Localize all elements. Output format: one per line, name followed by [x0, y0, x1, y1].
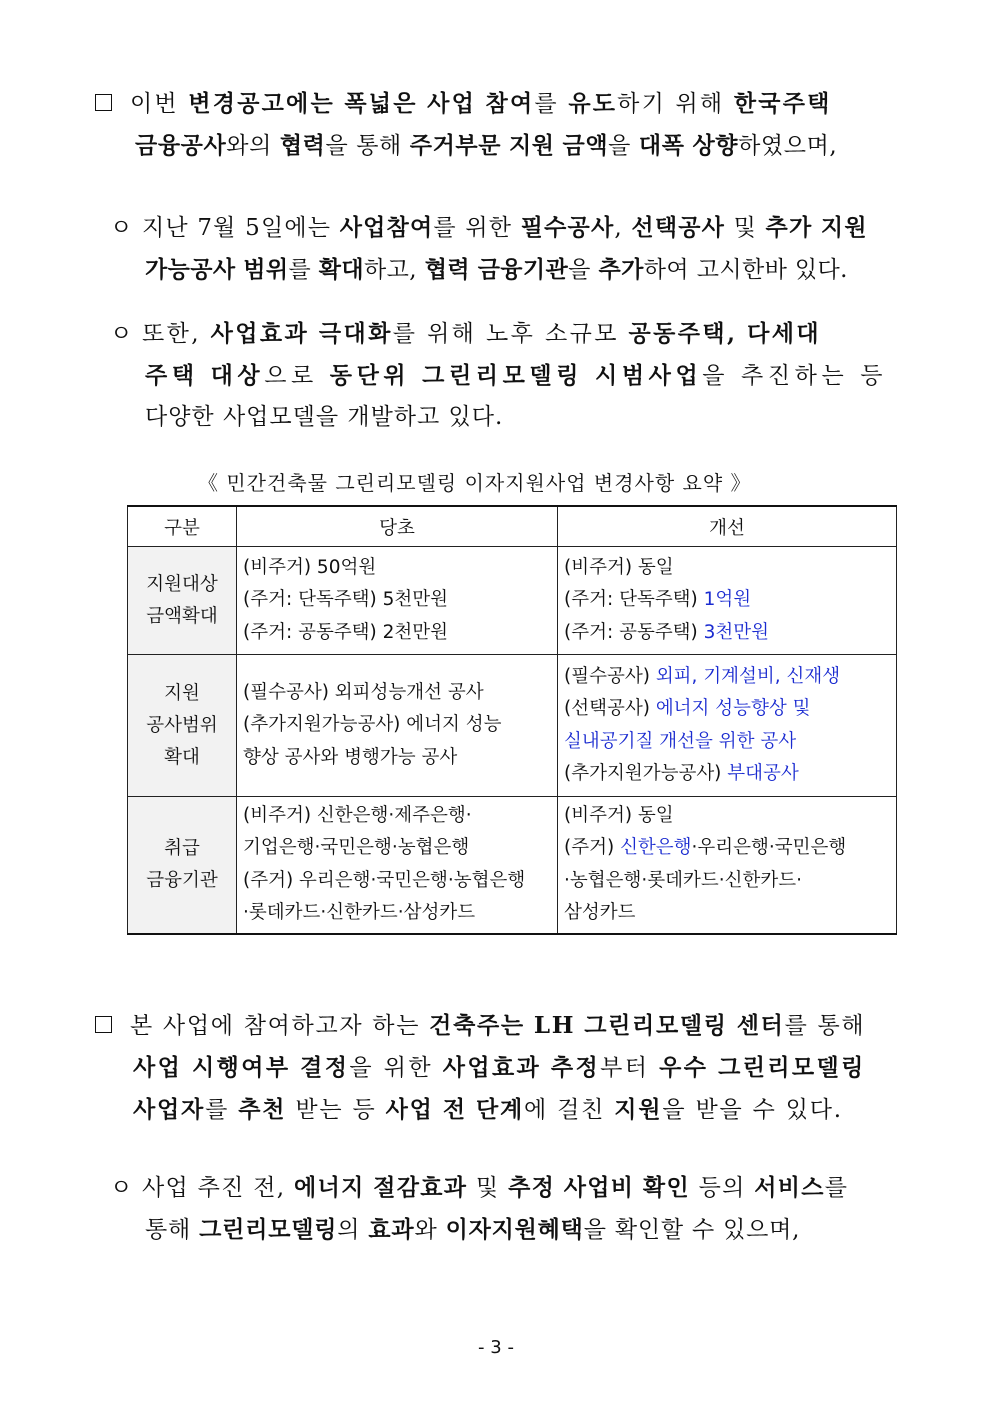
bold-text: 건축주는	[429, 1012, 525, 1039]
paragraph-4	[95, 1005, 905, 1131]
cell-line: (비주거) 신한은행·제주은행·	[243, 804, 472, 826]
cell-line	[564, 726, 890, 759]
table-row	[128, 655, 897, 797]
rich-text: 사업 시행여부 결정을 위한 사업효과 추정부터 우수 그린리모델링	[133, 1054, 866, 1081]
paragraph-1	[95, 83, 905, 167]
bold-text: 그린리모델링	[422, 362, 584, 389]
bold-text: 극대화	[318, 320, 393, 347]
bold-text: 절감효과	[373, 1174, 468, 1201]
category-line: 금융기관	[146, 869, 218, 891]
cell-line: (필수공사) 외피성능개선 공사	[243, 681, 484, 703]
bold-text: 유도	[568, 90, 618, 117]
circle-bullet-icon: ㅇ	[110, 321, 135, 347]
bold-text: 공동주택,	[628, 320, 738, 347]
rich-text: 지난 7월 5일에는 사업참여를 위한 필수공사, 선택공사 및 추가 지원	[142, 214, 868, 241]
cell-line: ·농협은행·롯데카드·신한카드·	[564, 869, 802, 891]
paragraph-3	[110, 313, 900, 438]
bold-text: 에너지	[294, 1174, 365, 1201]
rich-text: 이번 변경공고에는 폭넓은 사업 참여를 유도하기 위해 한국주택	[130, 90, 832, 117]
bold-text: 사업자	[133, 1096, 206, 1123]
paragraph-line	[95, 125, 905, 167]
bold-text: 가능공사	[145, 256, 236, 283]
cell-line: (비주거) 동일	[564, 556, 674, 578]
rich-text: 통해 그린리모델링의 효과와 이자지원혜택을 확인할 수 있으며,	[145, 1216, 801, 1243]
bold-text: 이자지원혜택	[445, 1216, 584, 1243]
bold-text: 한국주택	[733, 90, 832, 117]
cell-line: 삼성카드	[564, 902, 636, 924]
row-category	[128, 797, 237, 934]
bold-text: 서비스	[754, 1174, 825, 1201]
bold-text: 그린리모델링	[718, 1054, 866, 1081]
rich-text: 또한, 사업효과 극대화를 위해 노후 소규모 공동주택, 다세대	[142, 320, 821, 347]
paragraph-2	[110, 207, 900, 291]
row-after	[558, 797, 897, 934]
table-header-row	[128, 506, 897, 547]
bold-text: 우수	[659, 1054, 709, 1081]
bold-text: 대상	[210, 362, 265, 389]
row-category	[128, 547, 237, 655]
changed-text: 1억원	[703, 589, 752, 611]
paragraph-line	[110, 207, 900, 249]
bold-text: 선택공사	[631, 214, 726, 241]
table-row	[128, 797, 897, 934]
summary-table	[127, 505, 897, 935]
bold-text: 시행여부	[191, 1054, 291, 1081]
row-before	[237, 797, 558, 934]
cell-line: 향상 공사와 병행가능 공사	[243, 746, 458, 768]
row-category	[128, 655, 237, 797]
circle-bullet-icon: ㅇ	[110, 215, 134, 241]
cell-line: 기업은행·국민은행·농협은행	[243, 837, 470, 859]
row-before	[237, 655, 558, 797]
rich-text: 가능공사 범위를 확대하고, 협력 금융기관을 추가하여 고시한바 있다.	[145, 256, 848, 283]
paragraph-line	[95, 1005, 905, 1047]
paragraph-line	[110, 1209, 900, 1251]
bold-text: 단계	[475, 1096, 525, 1123]
bold-text: 폭넓은	[344, 90, 418, 117]
rich-text: 주택 대상으로 동단위 그린리모델링 시범사업을 추진하는 등	[145, 362, 888, 389]
bold-text: 주택	[145, 362, 199, 389]
changed-text: 외피, 기계설비, 신재생	[655, 665, 841, 687]
category-line: 금액확대	[146, 605, 218, 627]
rich-text: 사업 추진 전, 에너지 절감효과 및 추정 사업비 확인 등의 서비스를	[142, 1174, 849, 1201]
paragraph-line	[110, 397, 900, 438]
bold-text: 상향	[692, 132, 739, 159]
cell-line: (필수공사) 외피, 기계설비, 신재생	[564, 665, 841, 687]
changed-text: 신한은행	[620, 837, 692, 859]
changed-text: 실내공기질 개선을 위한 공사	[564, 730, 797, 752]
cell-line: (추가지원가능공사) 에너지 성능	[243, 714, 502, 736]
rich-text: 금융공사와의 협력을 통해 주거부문 지원 금액을 대폭 상향하였으며,	[135, 132, 838, 159]
paragraph-line	[95, 1047, 905, 1089]
cell-line: (주거) 우리은행·국민은행·농협은행	[243, 869, 526, 891]
category-line: 지원	[164, 682, 200, 704]
paragraph-line	[95, 1089, 905, 1131]
bold-text: 협력	[279, 132, 326, 159]
bold-text: LH	[533, 1012, 576, 1039]
table-caption: 《 민간건축물 그린리모델링 이자지원사업 변경사항 요약 》	[198, 471, 752, 495]
category-line: 공사범위	[146, 714, 218, 736]
bold-text: 금융공사	[135, 132, 227, 159]
bold-text: 동단위	[329, 362, 411, 389]
cell-line: (주거: 공동주택) 2천만원	[243, 621, 449, 643]
bold-text: 참여	[485, 90, 535, 117]
circle-bullet-icon: ㅇ	[110, 1175, 134, 1201]
changed-text: 에너지 성능향상 및	[655, 698, 811, 719]
cell-line: (비주거) 동일	[564, 804, 674, 826]
bold-text: 협력	[424, 256, 470, 283]
cell-line: (주거: 공동주택) 3천만원	[564, 621, 770, 643]
row-after	[558, 655, 897, 797]
bold-text: 추가	[765, 214, 813, 241]
bold-text: 전	[442, 1096, 467, 1123]
paragraph-line	[110, 313, 900, 355]
bold-text: 추천	[238, 1096, 287, 1123]
changed-text: 부대공사	[727, 763, 799, 784]
cell-line: (추가지원가능공사) 부대공사	[564, 763, 799, 784]
bold-text: 다세대	[747, 320, 821, 347]
changed-text: 3천만원	[703, 621, 770, 643]
cell-line: (주거) 신한은행·우리은행·국민은행	[564, 837, 847, 859]
bold-text: 금융기관	[477, 256, 569, 283]
bold-text: 변경공고에는	[188, 90, 335, 117]
bold-text: 사업효과	[210, 320, 310, 347]
cell-line: (비주거) 50억원	[243, 556, 377, 578]
rich-text: 다양한 사업모델을 개발하고 있다.	[145, 404, 504, 430]
header-before: 당초	[237, 506, 558, 547]
rich-text: 사업자를 추천 받는 등 사업 전 단계에 걸친 지원을 받을 수 있다.	[133, 1096, 843, 1123]
table-row	[128, 547, 897, 655]
header-category: 구분	[128, 506, 237, 547]
bold-text: 추가	[598, 256, 644, 283]
header-after: 개선	[558, 506, 897, 547]
bold-text: 추정	[508, 1174, 556, 1201]
bold-text: 사업	[427, 90, 477, 117]
bold-text: 지원	[820, 214, 868, 241]
bold-text: 사업효과	[442, 1054, 542, 1081]
page-number: - 3 -	[478, 1337, 514, 1358]
bold-text: 사업	[385, 1096, 434, 1123]
bold-text: 사업	[133, 1054, 183, 1081]
paragraph-line	[95, 83, 905, 125]
paragraph-line	[110, 355, 900, 397]
bold-text: 시범사업	[595, 362, 703, 389]
cell-line: (주거: 단독주택) 5천만원	[243, 589, 449, 611]
bold-text: 필수공사	[520, 214, 615, 241]
bold-text: 그린리모델링	[584, 1012, 728, 1039]
paragraph-5	[110, 1167, 900, 1251]
category-line: 취급	[164, 837, 200, 859]
bold-text: 결정	[300, 1054, 350, 1081]
bold-text: 대폭	[638, 132, 685, 159]
row-before	[237, 547, 558, 655]
cell-line: (주거: 단독주택) 1억원	[564, 589, 752, 611]
bold-text: 센터	[736, 1012, 785, 1039]
bold-text: 주거부문	[409, 132, 502, 159]
bold-text: 추정	[550, 1054, 601, 1081]
bold-text: 확대	[318, 256, 365, 283]
row-after	[558, 547, 897, 655]
bold-text: 사업참여	[339, 214, 434, 241]
category-line: 지원대상	[146, 573, 218, 595]
bold-text: 효과	[368, 1216, 415, 1243]
cell-line: (선택공사) 에너지 성능향상 및	[564, 698, 811, 719]
cell-line: ·롯데카드·신한카드·삼성카드	[243, 902, 476, 924]
category-line: 확대	[164, 746, 200, 768]
bold-text: 사업비	[563, 1174, 635, 1201]
square-bullet-icon	[95, 94, 112, 111]
bold-text: 금액	[562, 132, 609, 159]
bold-text: 지원	[508, 132, 555, 159]
bold-text: 확인	[642, 1174, 690, 1201]
paragraph-line	[110, 1167, 900, 1209]
bold-text: 그린리모델링	[199, 1216, 338, 1243]
square-bullet-icon	[95, 1016, 112, 1033]
rich-text: 본 사업에 참여하고자 하는 건축주는 LH 그린리모델링 센터를 통해	[130, 1012, 866, 1039]
bold-text: 지원	[614, 1096, 663, 1123]
paragraph-line	[110, 249, 900, 291]
bold-text: 범위	[243, 256, 289, 283]
